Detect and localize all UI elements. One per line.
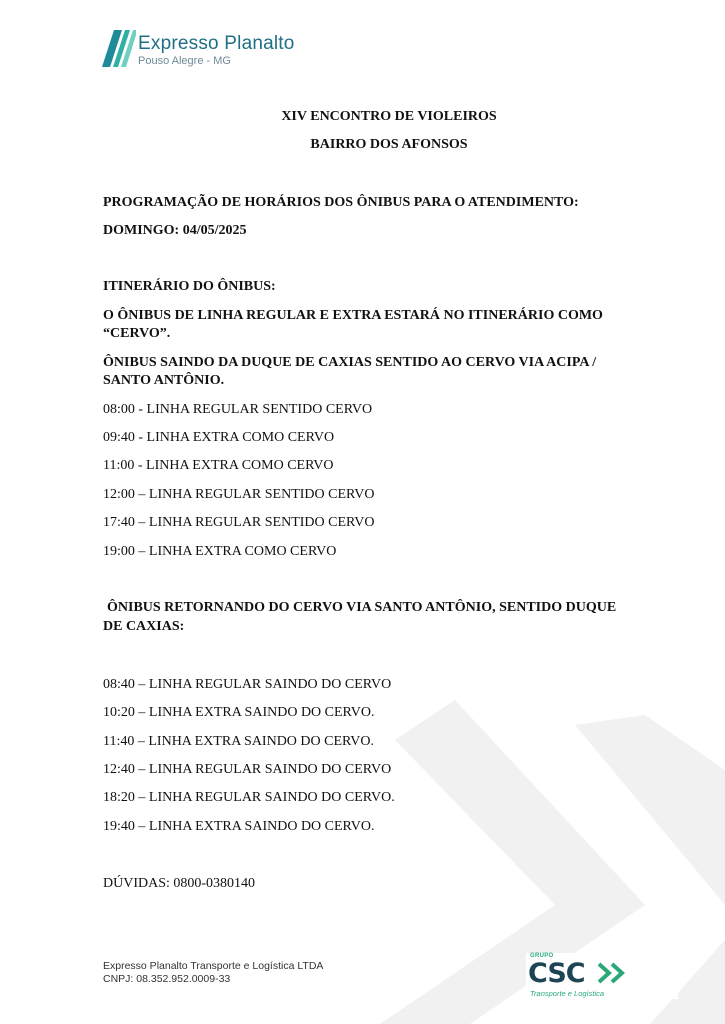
footer (103, 960, 323, 986)
outbound-departure: 17:40 – LINHA REGULAR SENTIDO CERVO (103, 515, 375, 530)
outbound-departure: 09:40 - LINHA EXTRA COMO CERVO (103, 430, 335, 445)
return-heading-line2: DE CAXIAS: (103, 619, 185, 634)
itinerary-note-line2: “CERVO”. (103, 326, 171, 341)
return-departure: 11:40 – LINHA EXTRA SAINDO DO CERVO. (103, 734, 374, 749)
logo-city: Pouso Alegre - MG (138, 55, 231, 67)
outbound-heading-line2: SANTO ANTÔNIO. (103, 373, 225, 388)
stripes-logo-icon (102, 30, 136, 68)
return-departure: 10:20 – LINHA EXTRA SAINDO DO CERVO. (103, 705, 375, 720)
return-departure: 19:40 – LINHA EXTRA SAINDO DO CERVO. (103, 819, 375, 834)
contact-phone: DÚVIDAS: 0800-0380140 (103, 876, 256, 891)
event-title: XIV ENCONTRO DE VIOLEIROS (281, 109, 497, 124)
return-heading-line1: ÔNIBUS RETORNANDO DO CERVO VIA SANTO ANTÔNIO, SENTIDO DUQUE (107, 600, 617, 615)
return-departure: 18:20 – LINHA REGULAR SAINDO DO CERVO. (103, 790, 395, 805)
program-heading: PROGRAMAÇÃO DE HORÁRIOS DOS ÔNIBUS PARA O ATENDIMENTO: (103, 195, 579, 210)
outbound-departure: 19:00 – LINHA EXTRA COMO CERVO (103, 544, 337, 559)
itinerary-note-line1: O ÔNIBUS DE LINHA REGULAR E EXTRA ESTARÁ NO ITINERÁRIO COMO (103, 308, 603, 323)
outbound-heading-line1: ÔNIBUS SAINDO DA DUQUE DE CAXIAS SENTIDO AO CERVO VIA ACIPA / (103, 355, 597, 370)
logo-name: Expresso Planalto (138, 33, 295, 54)
csc-logo (526, 953, 678, 999)
return-departure: 08:40 – LINHA REGULAR SAINDO DO CERVO (103, 677, 392, 692)
company-logo (102, 30, 295, 68)
itinerary-heading: ITINERÁRIO DO ÔNIBUS: (103, 279, 276, 294)
csc-name: CSC (528, 958, 585, 989)
footer-company: Expresso Planalto Transporte e Logística LTDA (103, 960, 324, 972)
program-date: DOMINGO: 04/05/2025 (103, 223, 247, 238)
outbound-departure: 08:00 - LINHA REGULAR SENTIDO CERVO (103, 402, 373, 417)
outbound-departure: 11:00 - LINHA EXTRA COMO CERVO (103, 458, 334, 473)
footer-cnpj: CNPJ: 08.352.952.0009-33 (103, 973, 231, 985)
double-chevron-icon (596, 962, 636, 984)
return-departure: 12:40 – LINHA REGULAR SAINDO DO CERVO (103, 762, 392, 777)
csc-group-label: GRUPO (530, 953, 554, 959)
outbound-departure: 12:00 – LINHA REGULAR SENTIDO CERVO (103, 487, 375, 502)
csc-tagline: Transporte e Logística (530, 989, 605, 998)
event-subtitle: BAIRRO DOS AFONSOS (310, 137, 468, 152)
